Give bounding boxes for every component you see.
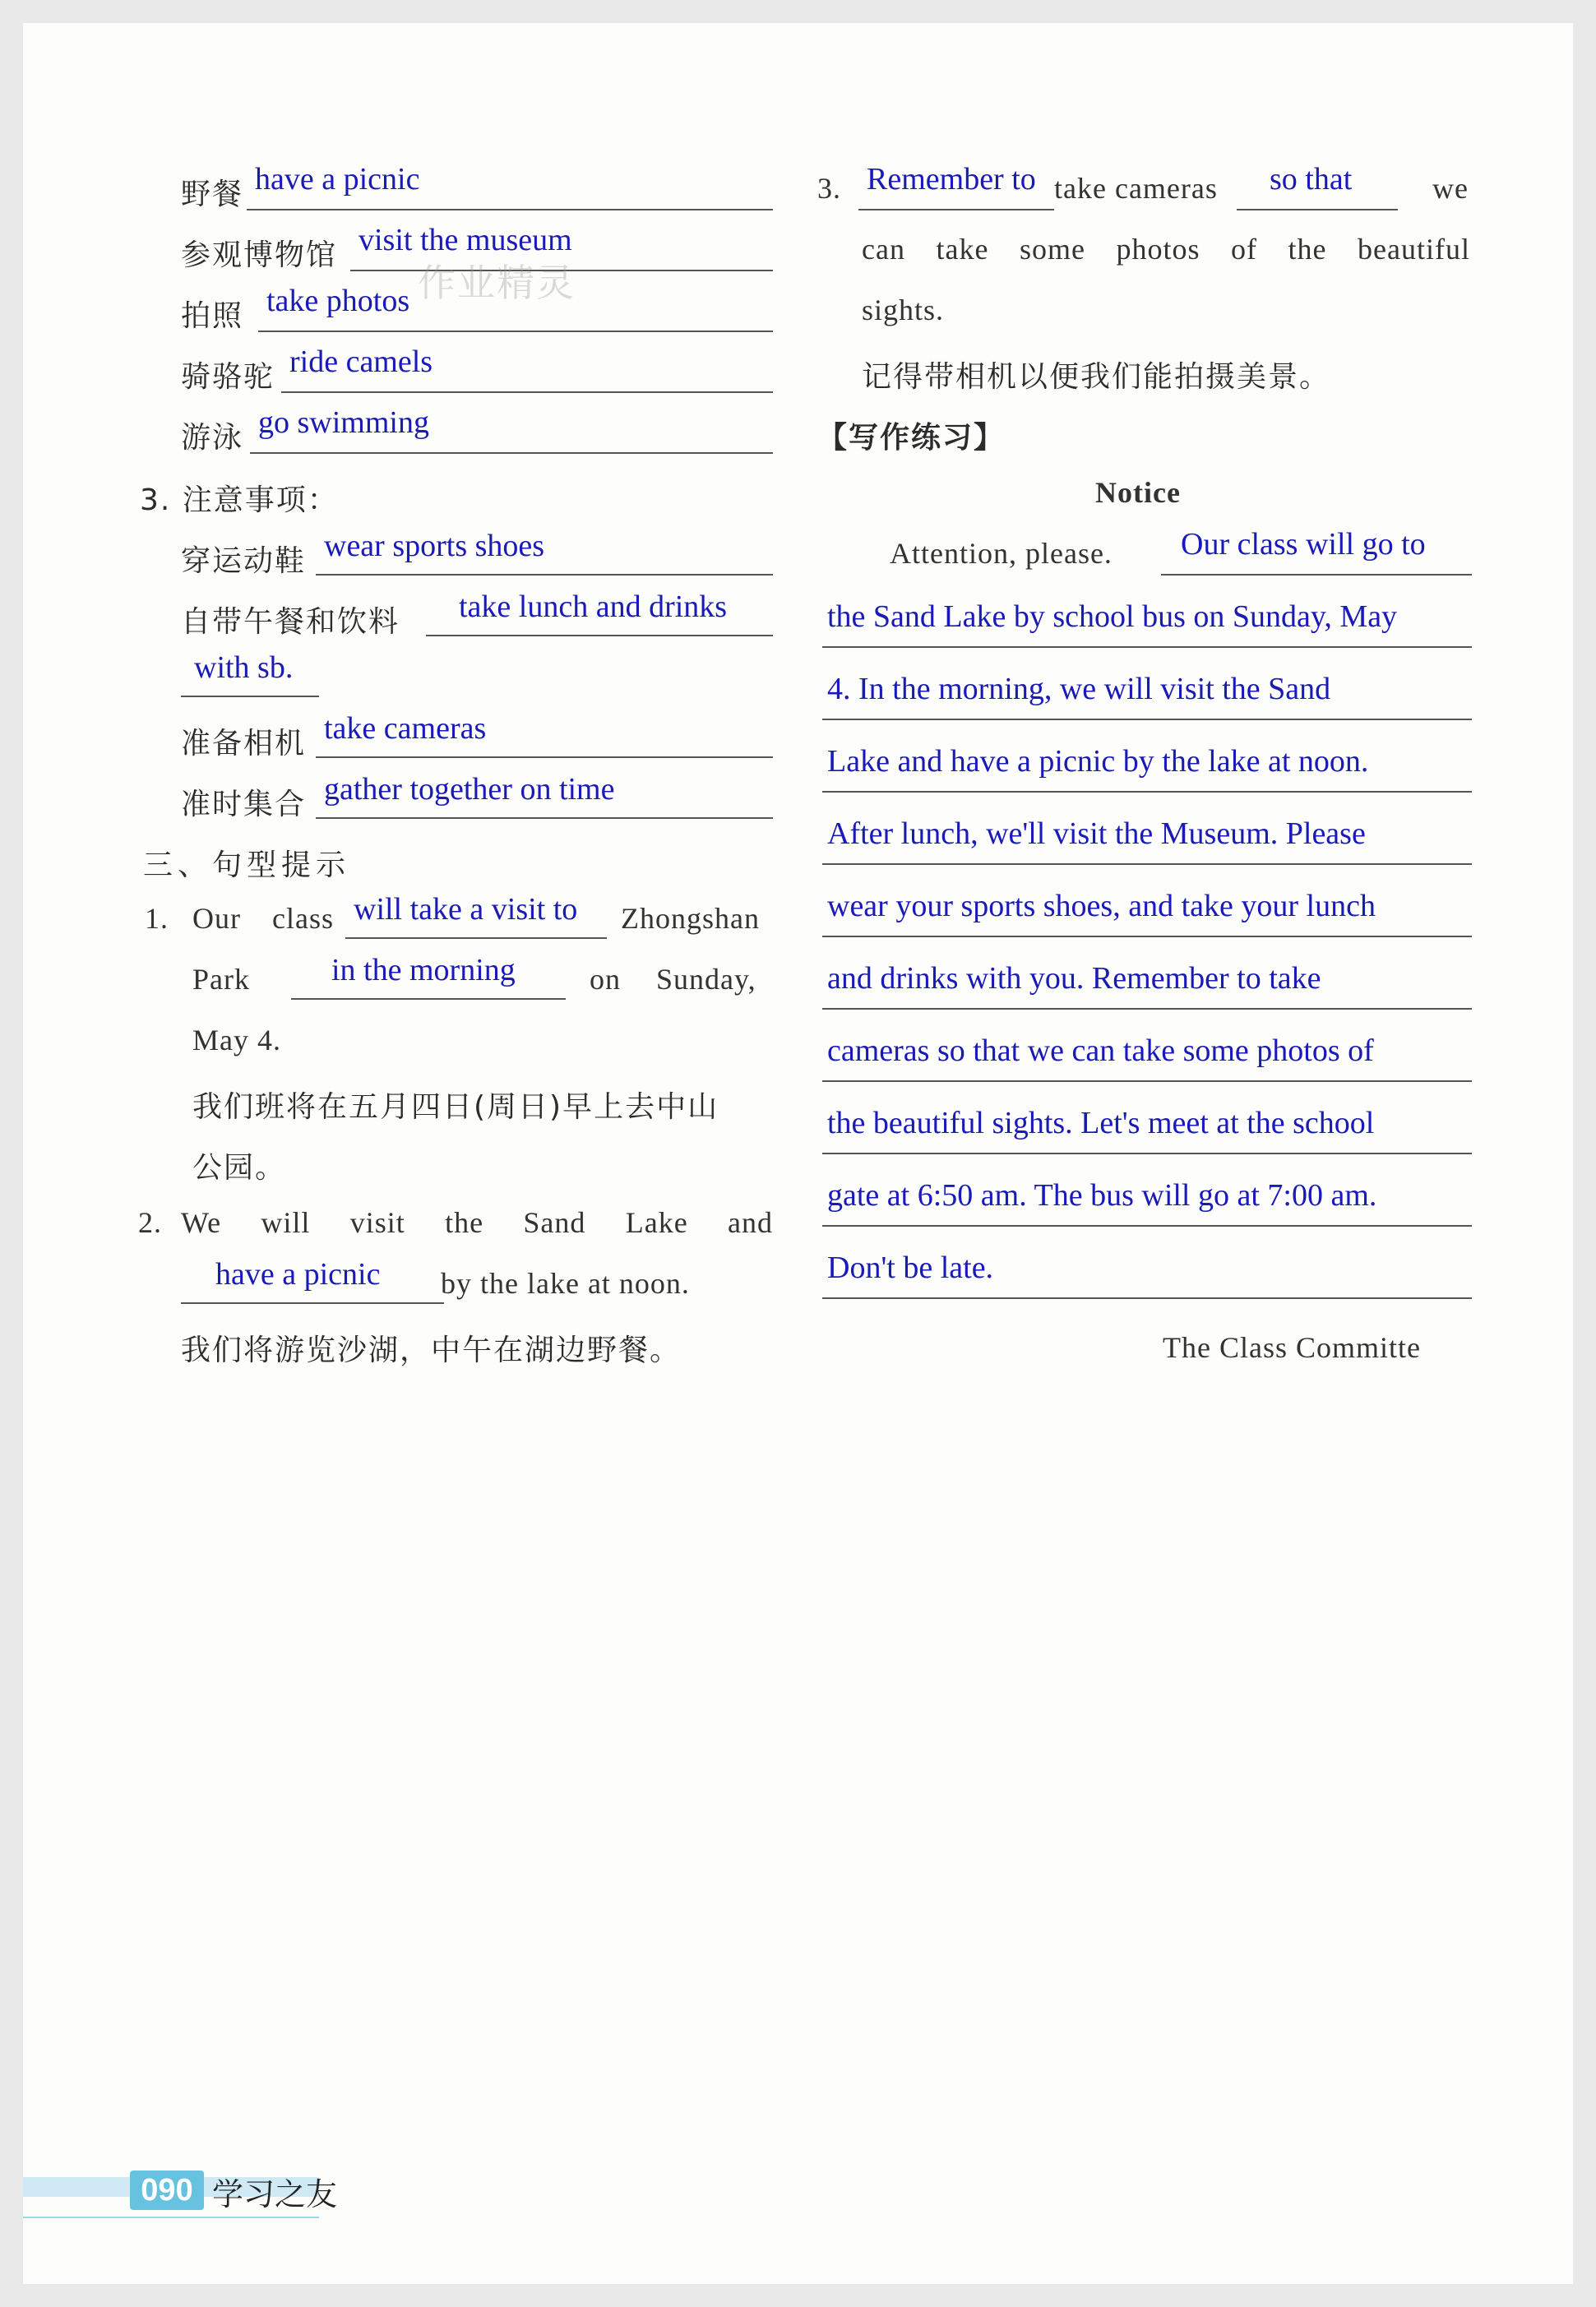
notice-line: and drinks with you. Remember to take (827, 961, 1321, 996)
note-answer: gather together on time (324, 772, 615, 807)
notice-line: the Sand Lake by school bus on Sunday, May (827, 599, 1398, 634)
answer-line (258, 331, 773, 332)
word: May 4. (192, 1024, 281, 1056)
word: We (181, 1206, 222, 1239)
word: class (272, 902, 334, 935)
note-answer: take lunch and drinks (459, 589, 728, 624)
answer-line (822, 863, 1472, 865)
answer-line (822, 719, 1472, 720)
notice-line: cameras so that we can take some photos of (827, 1033, 1374, 1068)
chinese-translation: 公园。 (192, 1151, 287, 1185)
activity-answer: visit the museum (359, 223, 572, 257)
answer-line (345, 937, 607, 939)
notes-heading: 3. 注意事项： (140, 483, 339, 517)
answer-line (181, 696, 319, 697)
chinese-translation: 我们将游览沙湖，中午在湖边野餐。 (181, 1334, 682, 1367)
page-number: 090 (130, 2171, 204, 2210)
activity-answer: ride camels (289, 344, 433, 379)
answer-line (822, 1153, 1472, 1154)
word: and (728, 1206, 773, 1239)
sentence-text: we (1432, 172, 1469, 205)
answer-line (281, 391, 773, 393)
notice-line: Our class will go to (1181, 527, 1426, 562)
sentence-text: sights. (862, 294, 945, 326)
answer-line (181, 1302, 444, 1304)
answer-line (247, 209, 773, 210)
sentence-number: 2. (138, 1206, 162, 1239)
answer-line (822, 646, 1472, 648)
sentence-2-line-1 (181, 1205, 773, 1240)
sentence-3-line-2 (862, 232, 1470, 266)
note-answer: wear sports shoes (324, 529, 545, 563)
answer-line (291, 998, 566, 1000)
word: Sand (523, 1206, 586, 1239)
word: photos (1116, 233, 1200, 266)
sentence-number: 3. (817, 172, 841, 205)
writing-heading: 【写作练习】 (817, 421, 1006, 455)
blank-answer: so that (1270, 162, 1353, 196)
notice-line: After lunch, we'll visit the Museum. Please (827, 816, 1366, 851)
answer-line (426, 635, 773, 636)
note-label: 准备相机 (181, 727, 307, 761)
sentence-text: take cameras (1054, 172, 1218, 205)
notice-line: Don't be late. (827, 1251, 994, 1285)
word: Our (192, 902, 241, 935)
activity-label: 野餐 (181, 178, 244, 211)
word: on (590, 963, 621, 996)
notice-line: gate at 6:50 am. The bus will go at 7:00 am. (827, 1178, 1377, 1213)
answer-line (822, 936, 1472, 937)
answer-line (250, 452, 773, 454)
note-label: 自带午餐和饮料 (181, 605, 400, 639)
notice-line: 4. In the morning, we will visit the Sand (827, 672, 1331, 706)
word: the (1288, 233, 1327, 266)
watermark: 作业精灵 (418, 261, 576, 305)
sentence-number: 1. (145, 902, 169, 935)
notice-line: Lake and have a picnic by the lake at noon. (827, 744, 1369, 779)
word: Park (192, 963, 250, 996)
word: can (862, 233, 905, 266)
blank-answer: Remember to (867, 162, 1036, 196)
activity-answer: take photos (266, 284, 410, 318)
word: Lake (625, 1206, 688, 1239)
footer-rule (23, 2217, 319, 2218)
answer-line (1161, 574, 1472, 576)
notice-title: Notice (1095, 476, 1181, 509)
answer-line (822, 1008, 1472, 1010)
signature: The Class Committe (1163, 1331, 1421, 1364)
activity-label: 游泳 (181, 421, 244, 455)
word: the (445, 1206, 484, 1239)
note-label: 准时集合 (181, 788, 307, 821)
section-title: 三、句型提示 (143, 848, 351, 882)
word: beautiful (1358, 233, 1470, 266)
activity-label: 参观博物馆 (181, 238, 338, 272)
note-answer-cont: with sb. (194, 650, 294, 685)
answer-line (316, 574, 773, 576)
attention-text: Attention, please. (890, 537, 1113, 570)
answer-line (822, 1225, 1472, 1227)
word: Zhongshan (621, 902, 760, 935)
answer-line (822, 1297, 1472, 1299)
sentence-rest: by the lake at noon. (441, 1267, 690, 1300)
notice-line: the beautiful sights. Let's meet at the school (827, 1106, 1375, 1140)
blank-answer: have a picnic (215, 1257, 381, 1292)
note-label: 穿运动鞋 (181, 544, 307, 578)
word: visit (349, 1206, 405, 1239)
answer-line (822, 791, 1472, 793)
word: will (261, 1206, 311, 1239)
chinese-translation: 我们班将在五月四日(周日)早上去中山 (192, 1090, 719, 1124)
book-title: 学习之友 (212, 2176, 338, 2212)
answer-line (316, 756, 773, 758)
word: Sunday, (656, 963, 756, 996)
activity-label: 拍照 (181, 299, 244, 333)
blank-answer: in the morning (331, 953, 516, 987)
word: take (936, 233, 989, 266)
word: some (1019, 233, 1085, 266)
activity-answer: go swimming (258, 405, 429, 440)
notice-line: wear your sports shoes, and take your lunch (827, 889, 1376, 923)
answer-line (316, 817, 773, 819)
chinese-translation: 记得带相机以便我们能拍摄美景。 (862, 360, 1331, 394)
answer-line (1237, 209, 1398, 210)
activity-label: 骑骆驼 (181, 360, 275, 394)
worksheet-page (23, 23, 1573, 2284)
blank-answer: will take a visit to (354, 892, 578, 927)
word: of (1231, 233, 1258, 266)
answer-line (822, 1080, 1472, 1082)
note-answer: take cameras (324, 711, 487, 746)
answer-line (858, 209, 1054, 210)
activity-answer: have a picnic (255, 162, 420, 196)
